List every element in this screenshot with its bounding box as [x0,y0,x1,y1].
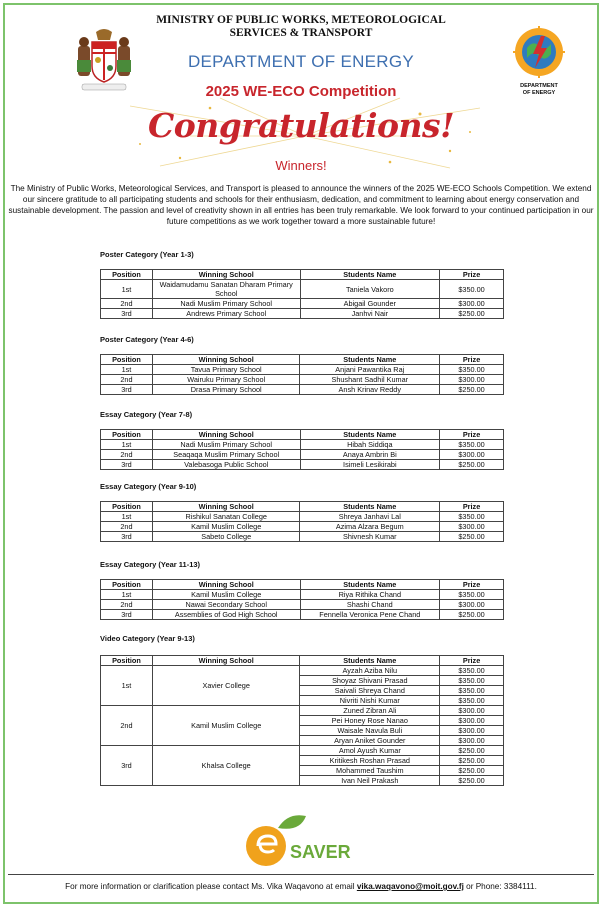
cell-students: Shreya Janhavi Lal [300,512,440,522]
leaf-icon [278,815,306,829]
cell-prize: $300.00 [440,736,504,746]
ministry-name [150,14,452,40]
column-header-school: Winning School [152,502,300,512]
cell-position: 1st [101,365,153,375]
cell-students: Mohammed Taushim [300,766,440,776]
column-header-school: Winning School [152,355,300,365]
cell-school: Nadi Muslim Primary School [152,299,300,309]
table-header-row [101,355,504,365]
cell-prize: $250.00 [440,746,504,756]
table-row [101,365,504,375]
cell-students: Ivan Neil Prakash [300,776,440,786]
cell-prize: $350.00 [440,590,504,600]
department-of-energy-logo [508,26,570,100]
footer [0,882,602,891]
cell-students: Shushant Sadhil Kumar [300,375,440,385]
column-header-prize: Prize [440,502,504,512]
cell-school: Kamil Muslim College [152,522,300,532]
table-header-row [101,502,504,512]
cell-school: Sabeto College [152,532,300,542]
cell-students: Ansh Krinav Reddy [300,385,440,395]
video-results-table [100,655,504,786]
column-header-school: Winning School [152,656,300,666]
table-row [101,522,504,532]
section-title: Essay Category (Year 7-8) [100,410,193,419]
table-header-row [101,270,504,280]
table-row [101,299,504,309]
table-row [101,746,504,756]
results-table [100,579,504,620]
cell-students: Taniela Vakoro [300,280,440,299]
cell-students: Janhvi Nair [300,309,440,319]
cell-school: Kamil Muslim College [152,706,300,746]
cell-school: Kamil Muslim College [152,590,300,600]
column-header-position: Position [101,656,153,666]
cell-prize: $300.00 [440,299,504,309]
column-header-position: Position [101,502,153,512]
column-header-students: Students Name [300,502,440,512]
cell-students: Ayzah Aziba Nilu [300,666,440,676]
table-row [101,460,504,470]
column-header-position: Position [101,355,153,365]
cell-position: 2nd [101,299,153,309]
table-row [101,666,504,676]
cell-position: 3rd [101,385,153,395]
cell-students: Abigail Gounder [300,299,440,309]
cell-prize: $300.00 [440,726,504,736]
table-row [101,590,504,600]
cell-students: Pei Honey Rose Nanao [300,716,440,726]
cell-school: Rishikul Sanatan College [152,512,300,522]
column-header-position: Position [101,430,153,440]
cell-position: 3rd [101,309,153,319]
cell-school: Khalsa College [152,746,300,786]
cell-students: Aryan Aniket Gounder [300,736,440,746]
results-table [100,501,504,542]
cell-students: Isimeli Lesikirabi [300,460,440,470]
cell-students: Shashi Chand [300,600,440,610]
cell-position: 2nd [101,450,153,460]
competition-title: 2025 WE-ECO Competition [205,83,397,100]
table-header-row [101,580,504,590]
section-title: Essay Category (Year 11-13) [100,560,201,569]
column-header-students: Students Name [300,355,440,365]
column-header-students: Students Name [300,270,440,280]
column-header-school: Winning School [152,580,300,590]
footer-text: For more information or clarification please contact Ms. Vika Waqavono at email [65,882,357,891]
cell-prize: $300.00 [440,706,504,716]
cell-prize: $350.00 [440,696,504,706]
column-header-prize: Prize [440,355,504,365]
table-row [101,706,504,716]
cell-students: Kritikesh Roshan Prasad [300,756,440,766]
section-title: Video Category (Year 9-13) [100,634,195,643]
cell-prize: $350.00 [440,666,504,676]
cell-school: Valebasoga Public School [152,460,300,470]
cell-position: 1st [101,666,153,706]
cell-school: Seaqaqa Muslim Primary School [152,450,300,460]
column-header-students: Students Name [300,430,440,440]
section-title: Essay Category (Year 9-10) [100,482,197,491]
saver-logo-text: SAVER [290,842,351,862]
cell-prize: $350.00 [440,365,504,375]
column-header-position: Position [101,270,153,280]
cell-prize: $300.00 [440,522,504,532]
table-row [101,610,504,620]
cell-students: Azima Alzara Begum [300,522,440,532]
cell-position: 1st [101,440,153,450]
ministry-line-1: MINISTRY OF PUBLIC WORKS, METEOROLOGICAL [156,14,446,26]
saver-logo [240,812,370,870]
table-row [101,280,504,299]
cell-students: Anjani Pawantika Raj [300,365,440,375]
cell-prize: $300.00 [440,716,504,726]
cell-students: Amol Ayush Kumar [300,746,440,756]
congratulations-heading: Congratulations! [147,106,455,145]
cell-prize: $350.00 [440,280,504,299]
cell-students: Saivali Shreya Chand [300,686,440,696]
results-table [100,354,504,395]
cell-position: 1st [101,512,153,522]
table-row [101,375,504,385]
cell-students: Hibah Siddiqa [300,440,440,450]
cell-prize: $250.00 [440,385,504,395]
cell-position: 1st [101,590,153,600]
saver-orange-icon [246,826,286,866]
cell-position: 2nd [101,522,153,532]
cell-students: Fennella Veronica Pene Chand [300,610,440,620]
cell-prize: $250.00 [440,309,504,319]
cell-position: 1st [101,280,153,299]
cell-school: Waidamudamu Sanatan Dharam Primary School [152,280,300,299]
cell-prize: $350.00 [440,512,504,522]
contact-email-link[interactable]: vika.waqavono@moit.gov.fj [356,882,464,891]
cell-prize: $250.00 [440,756,504,766]
column-header-prize: Prize [440,430,504,440]
cell-prize: $250.00 [440,610,504,620]
cell-school: Drasa Primary School [152,385,300,395]
table-header-row [101,430,504,440]
table-header-row [101,656,504,666]
column-header-school: Winning School [152,430,300,440]
column-header-students: Students Name [300,580,440,590]
cell-students: Waisale Navula Buli [300,726,440,736]
cell-prize: $250.00 [440,766,504,776]
cell-school: Tavua Primary School [152,365,300,375]
intro-paragraph: The Ministry of Public Works, Meteorological Services, and Transport is pleased to announce the winners of the 2025 WE-ECO Schools Competition. We extend our sincere gratitude to all participating students and schools for their enthusiasm, dedication, and commitment to learning about energy conservation and sustainable development. The passion and level of creativity shown in all entries has been truly remarkable. We look forward to your continued participation in our future competitions as we work together toward a more sustainable future! [8,184,594,226]
energy-globe-icon [513,26,565,78]
cell-prize: $250.00 [440,776,504,786]
table-row [101,532,504,542]
table-row [101,440,504,450]
cell-position: 3rd [101,460,153,470]
footer-phone: or Phone: 3384111. [463,882,537,891]
table-row [101,385,504,395]
cell-prize: $250.00 [440,460,504,470]
table-row [101,600,504,610]
cell-prize: $350.00 [440,440,504,450]
cell-students: Anaya Ambrin Bi [300,450,440,460]
results-table [100,269,504,319]
cell-students: Nivriti Nishi Kumar [300,696,440,706]
cell-school: Nadi Muslim Primary School [152,440,300,450]
cell-prize: $350.00 [440,676,504,686]
column-header-prize: Prize [440,270,504,280]
table-row [101,512,504,522]
section-title: Poster Category (Year 4-6) [100,335,194,344]
department-title: DEPARTMENT OF ENERGY [187,52,415,71]
cell-school: Xavier College [152,666,300,706]
cell-prize: $300.00 [440,450,504,460]
doe-logo-text: DEPARTMENT OF ENERGY [520,83,558,96]
header [0,10,602,180]
ministry-line-2: SERVICES & TRANSPORT [229,27,373,39]
cell-students: Shivnesh Kumar [300,532,440,542]
cell-prize: $300.00 [440,375,504,385]
winners-subheading: Winners! [275,158,327,173]
column-header-students: Students Name [300,656,440,666]
cell-school: Assemblies of God High School [152,610,300,620]
cell-prize: $300.00 [440,600,504,610]
cell-prize: $250.00 [440,532,504,542]
cell-position: 2nd [101,706,153,746]
fiji-coat-of-arms-icon [74,24,134,96]
section-title: Poster Category (Year 1-3) [100,250,194,259]
cell-position: 3rd [101,746,153,786]
table-row [101,450,504,460]
cell-school: Andrews Primary School [152,309,300,319]
column-header-school: Winning School [152,270,300,280]
cell-position: 2nd [101,600,153,610]
cell-students: Shoyaz Shivani Prasad [300,676,440,686]
cell-students: Riya Rithika Chand [300,590,440,600]
cell-position: 2nd [101,375,153,385]
footer-divider [8,874,594,875]
cell-school: Nawai Secondary School [152,600,300,610]
cell-students: Zuned Zibran Ali [300,706,440,716]
column-header-prize: Prize [440,580,504,590]
cell-prize: $350.00 [440,686,504,696]
column-header-prize: Prize [440,656,504,666]
cell-position: 3rd [101,532,153,542]
column-header-position: Position [101,580,153,590]
results-table [100,429,504,470]
table-row [101,309,504,319]
cell-school: Wairuku Primary School [152,375,300,385]
cell-position: 3rd [101,610,153,620]
